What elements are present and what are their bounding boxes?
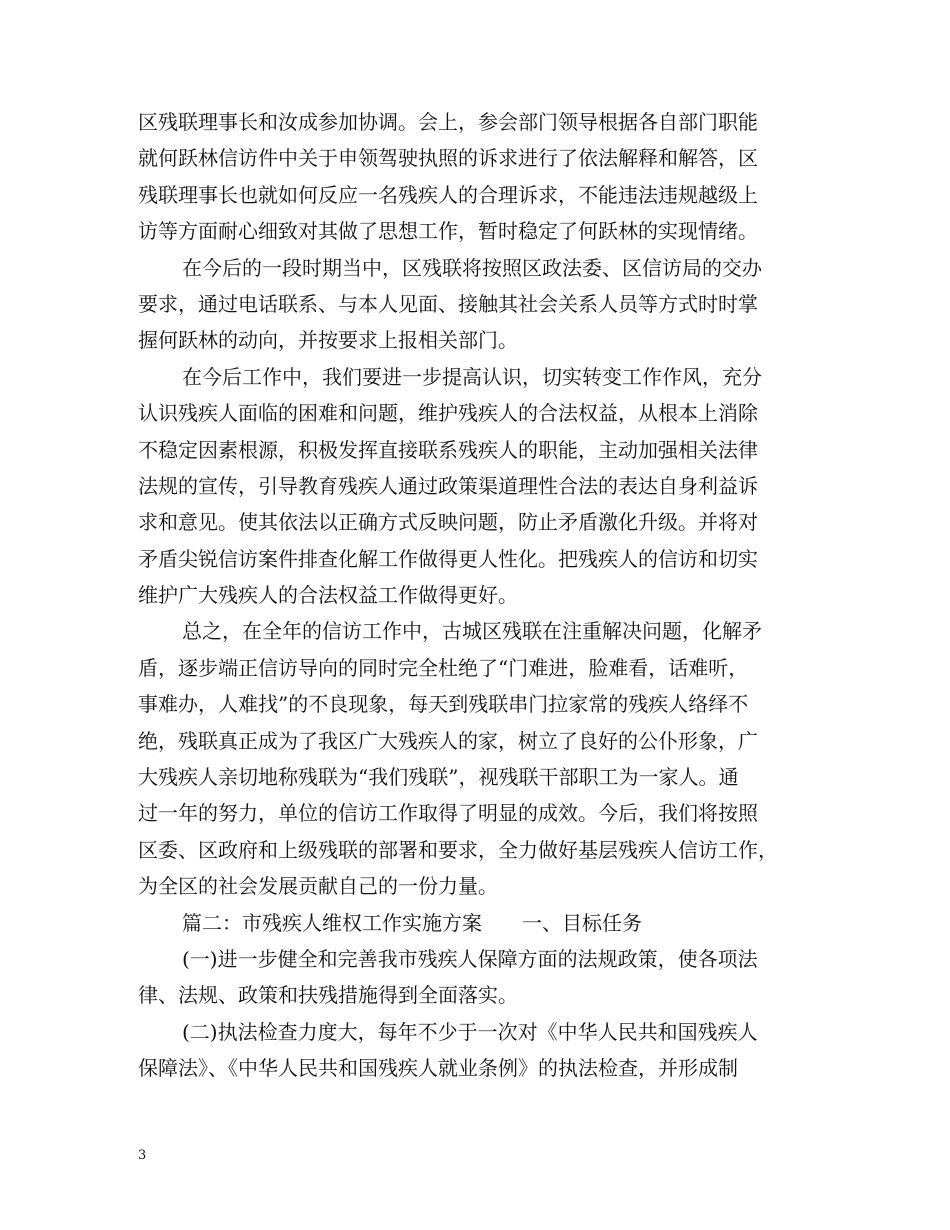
text-line: 过一年的努力，单位的信访工作取得了明显的成效。今后，我们将按照 xyxy=(138,801,758,826)
text-line: 维护广大残疾人的合法权益工作做得更好。 xyxy=(138,583,518,608)
section-title: 篇二：市残疾人维权工作实施方案 xyxy=(182,910,482,935)
text-line: 不稳定因素根源，积极发挥直接联系残疾人的职能，主动加强相关法律 xyxy=(138,437,758,462)
subsection-title: 一、目标任务 xyxy=(522,910,642,935)
text-line: 求和意见。使其依法以正确方式反映问题，防止矛盾激化升级。并将对 xyxy=(138,510,758,535)
text-line: 为全区的社会发展贡献自己的一份力量。 xyxy=(138,874,498,899)
paragraph-first-line: (二)执法检查力度大，每年不少于一次对《中华人民共和国残疾人 xyxy=(182,1019,758,1044)
text-line: 区残联理事长和汝成参加协调。会上，参会部门领导根据各自部门职能 xyxy=(138,110,758,134)
paragraph-first-line: 总之，在全年的信访工作中，古城区残联在注重解决问题，化解矛 xyxy=(182,619,762,644)
text-line: 握何跃林的动向，并按要求上报相关部门。 xyxy=(138,328,518,353)
text-line: 绝，残联真正成为了我区广大残疾人的家，树立了良好的公仆形象，广 xyxy=(138,728,758,753)
text-line: 要求，通过电话联系、与本人见面、接触其社会关系人员等方式时时掌 xyxy=(138,291,758,316)
text-line: 访等方面耐心细致对其做了思想工作，暂时稳定了何跃林的实现情绪。 xyxy=(138,219,758,244)
text-line: 事难办，人难找”的不良现象，每天到残联串门拉家常的残疾人络绎不 xyxy=(138,692,749,717)
text-line: 残联理事长也就如何反应一名残疾人的合理诉求，不能违法违规越级上 xyxy=(138,182,758,207)
paragraph-first-line: 在今后工作中，我们要进一步提高认识，切实转变工作作风，充分 xyxy=(182,364,762,389)
text-line: 区委、区政府和上级残联的部署和要求，全力做好基层残疾人信访工作， xyxy=(138,837,778,862)
text-line: 律、法规、政策和扶残措施得到全面落实。 xyxy=(138,983,518,1008)
document-body xyxy=(138,104,818,1087)
text-line: 大残疾人亲切地称残联为“我们残联”，视残联干部职工为一家人。通 xyxy=(138,765,739,790)
text-line: 法规的宣传，引导教育残疾人通过政策渠道理性合法的表达自身利益诉 xyxy=(138,473,758,498)
text-line: 矛盾尖锐信访案件排查化解工作做得更人性化。把残疾人的信访和切实 xyxy=(138,546,758,571)
page-number: 3 xyxy=(138,1148,147,1163)
text-line: 就何跃林信访件中关于申领驾驶执照的诉求进行了依法解释和解答，区 xyxy=(138,146,758,171)
text-line: 认识残疾人面临的困难和问题，维护残疾人的合法权益，从根本上消除 xyxy=(138,401,758,426)
text-line: 盾，逐步端正信访导向的同时完全杜绝了“门难进，脸难看，话难听， xyxy=(138,655,749,680)
paragraph-first-line: (一)进一步健全和完善我市残疾人保障方面的法规政策，使各项法 xyxy=(182,946,758,971)
paragraph-first-line: 在今后的一段时期当中，区残联将按照区政法委、区信访局的交办 xyxy=(182,255,762,280)
text-line: 保障法》、《中华人民共和国残疾人就业条例》的执法检查，并形成制 xyxy=(138,1056,738,1081)
section-heading-line xyxy=(138,905,818,941)
